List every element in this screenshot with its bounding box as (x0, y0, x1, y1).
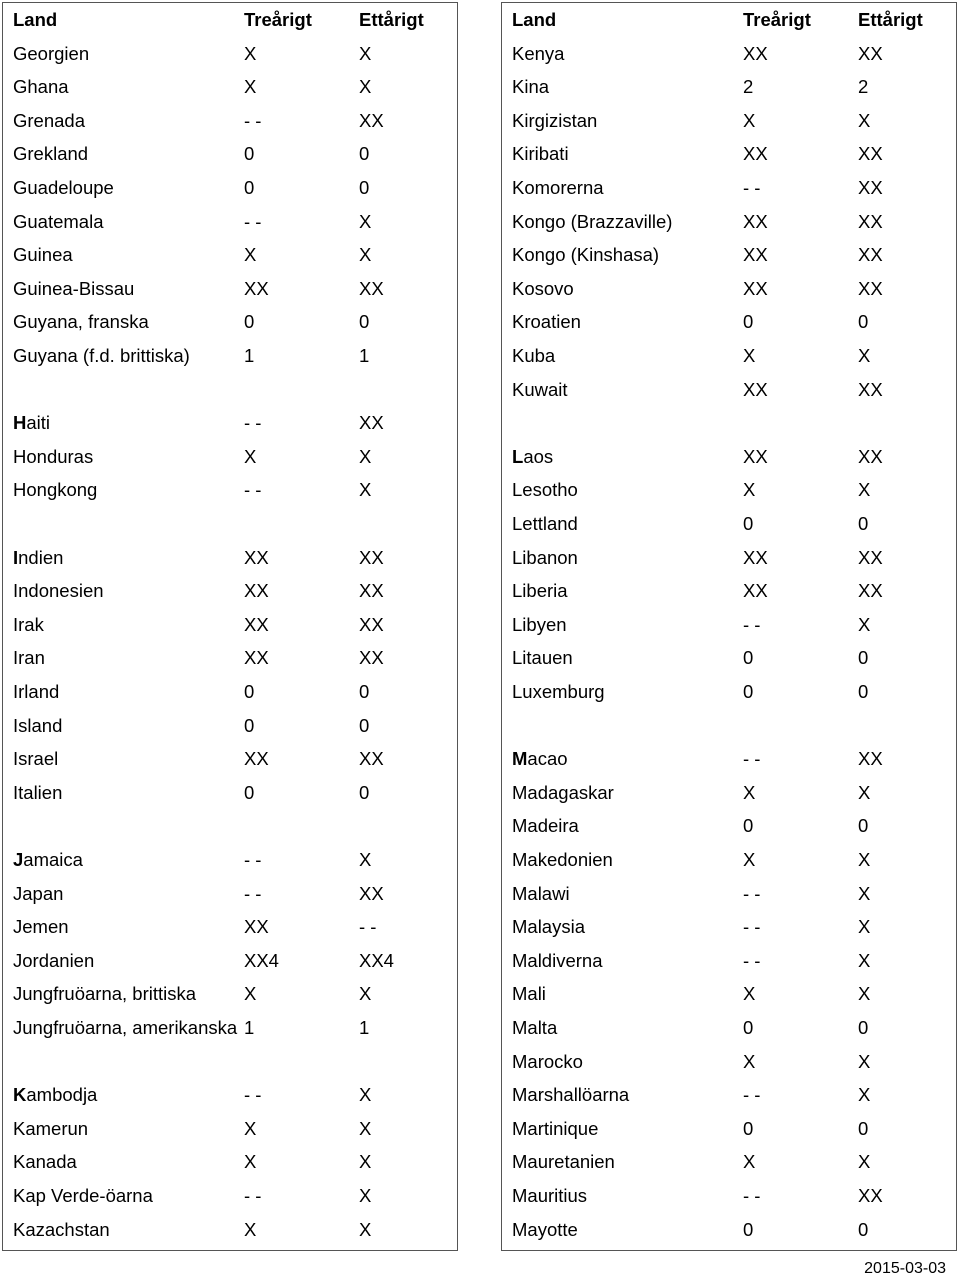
trearigt-cell: 0 (743, 513, 754, 534)
ettarigt-cell: 0 (858, 647, 869, 669)
country-cell: Island (13, 714, 63, 736)
country-cell: Grekland (13, 143, 89, 165)
country-cell: Jemen (13, 916, 69, 938)
ettarigt-cell: 0 (858, 815, 869, 837)
table-row (3, 305, 457, 339)
ettarigt-cell: XX (858, 177, 883, 198)
ettarigt-cell: X (359, 210, 372, 232)
table-row (3, 1213, 457, 1247)
country-cell: Kazachstan (13, 1218, 110, 1240)
trearigt-cell: 0 (244, 714, 255, 736)
ettarigt-cell: XX (858, 1185, 883, 1206)
table-row (3, 1078, 457, 1112)
trearigt-cell: X (244, 42, 257, 64)
ettarigt-cell: X (359, 1151, 372, 1173)
trearigt-cell: XX (244, 647, 269, 669)
trearigt-cell: - - (743, 1185, 761, 1206)
ettarigt-cell: X (359, 1185, 372, 1206)
table-row (502, 1045, 956, 1079)
trearigt-cell: XX (743, 580, 768, 602)
table-row (502, 1011, 956, 1045)
trearigt-cell: X (743, 781, 756, 803)
country-cell: Ghana (13, 76, 69, 98)
country-cell: Italien (13, 781, 63, 803)
country-cell: Malaysia (512, 916, 585, 938)
country-cell: Macao (512, 748, 568, 770)
ettarigt-cell: 0 (858, 1218, 869, 1240)
trearigt-cell: - - (244, 1084, 262, 1106)
table-row (502, 809, 956, 843)
trearigt-cell: XX (244, 748, 269, 770)
ettarigt-cell: X (359, 445, 372, 467)
country-cell: Kroatien (512, 311, 581, 333)
trearigt-cell: X (743, 983, 756, 1005)
left-table (2, 2, 458, 1251)
table-row (3, 339, 457, 373)
trearigt-cell: - - (244, 882, 262, 904)
ettarigt-cell: 0 (858, 1017, 869, 1038)
table-row (3, 70, 457, 104)
trearigt-cell: X (743, 849, 756, 870)
country-cell: Jamaica (13, 849, 83, 870)
table-row (502, 137, 956, 171)
country-cell: Kirgizistan (512, 109, 598, 131)
table-row (502, 272, 956, 306)
ettarigt-cell: X (359, 983, 372, 1005)
trearigt-cell: X (743, 1151, 756, 1173)
table-row (3, 406, 457, 440)
table-row (3, 37, 457, 71)
country-cell: Laos (512, 445, 554, 467)
table-row (3, 709, 457, 743)
ettarigt-cell: XX (359, 109, 384, 131)
country-cell: Iran (13, 647, 45, 669)
ettarigt-cell: 0 (858, 1117, 869, 1139)
country-cell: Kuwait (512, 378, 568, 400)
trearigt-cell: XX (743, 42, 768, 64)
ettarigt-cell: XX (858, 244, 883, 266)
ettarigt-cell: X (359, 42, 372, 64)
trearigt-cell: - - (743, 177, 761, 198)
trearigt-cell: XX (743, 210, 768, 232)
country-cell: Kambodja (13, 1084, 98, 1106)
table-row (502, 541, 956, 575)
ettarigt-cell: X (858, 1151, 871, 1173)
country-cell: Kongo (Kinshasa) (512, 244, 660, 266)
trearigt-cell: - - (244, 479, 262, 501)
ettarigt-cell: 1 (359, 345, 370, 366)
table-row (502, 843, 956, 877)
trearigt-cell: 0 (743, 681, 754, 702)
trearigt-cell: - - (743, 949, 761, 971)
table-row (502, 944, 956, 978)
trearigt-cell: XX (244, 580, 269, 602)
header-land: Land (13, 9, 58, 30)
table-row (3, 440, 457, 474)
right-table (501, 2, 957, 1251)
country-cell: Lettland (512, 513, 578, 534)
header-ettarigt: Ettårigt (858, 9, 923, 30)
table-row (502, 37, 956, 71)
table-row (3, 742, 457, 776)
trearigt-cell: XX (743, 546, 768, 568)
trearigt-cell: XX4 (244, 949, 279, 971)
ettarigt-cell: X (359, 1084, 372, 1106)
country-cell: Kongo (Brazzaville) (512, 210, 673, 232)
ettarigt-cell: XX (858, 445, 883, 467)
country-cell: Jordanien (13, 949, 95, 971)
trearigt-cell: XX (244, 916, 269, 938)
ettarigt-cell: X (858, 949, 871, 971)
table-row (502, 205, 956, 239)
table-row (502, 70, 956, 104)
ettarigt-cell: X (858, 882, 871, 904)
ettarigt-cell: X (858, 1050, 871, 1072)
table-row (502, 1145, 956, 1179)
country-cell: Guinea (13, 244, 73, 266)
table-row (502, 440, 956, 474)
ettarigt-cell: XX (858, 748, 883, 770)
trearigt-cell: 0 (244, 681, 255, 702)
table-row (502, 1179, 956, 1213)
trearigt-cell: - - (743, 1084, 761, 1106)
table-row (502, 742, 956, 776)
ettarigt-cell: X (359, 479, 372, 501)
trearigt-cell: XX (743, 378, 768, 400)
table-row (502, 675, 956, 709)
country-cell: Irland (13, 681, 60, 702)
ettarigt-cell: XX (359, 882, 384, 904)
header-trearigt: Treårigt (244, 9, 312, 30)
table-row (3, 1112, 457, 1146)
country-cell: Lesotho (512, 479, 578, 501)
trearigt-cell: X (743, 479, 756, 501)
country-cell: Grenada (13, 109, 85, 131)
country-cell: Kamerun (13, 1117, 89, 1139)
table-row (3, 1179, 457, 1213)
trearigt-cell: 0 (244, 781, 255, 803)
trearigt-cell: 0 (743, 647, 754, 669)
table-row (3, 171, 457, 205)
ettarigt-cell: XX (858, 546, 883, 568)
country-cell: Maldiverna (512, 949, 603, 971)
trearigt-cell: X (244, 76, 257, 98)
ettarigt-cell: X (858, 479, 871, 501)
ettarigt-cell: 0 (359, 781, 370, 803)
trearigt-cell: - - (743, 882, 761, 904)
country-cell: Kiribati (512, 143, 569, 165)
trearigt-cell: X (244, 983, 257, 1005)
country-cell: Libanon (512, 546, 578, 568)
country-cell: Indien (13, 546, 64, 568)
trearigt-cell: 0 (743, 1218, 754, 1240)
ettarigt-cell: X (858, 613, 871, 635)
ettarigt-cell: 0 (858, 311, 869, 333)
country-cell: Indonesien (13, 580, 104, 602)
ettarigt-cell: XX (359, 613, 384, 635)
table-row (502, 574, 956, 608)
table-row (502, 171, 956, 205)
table-row (502, 1112, 956, 1146)
table-row (3, 641, 457, 675)
trearigt-cell: X (244, 244, 257, 266)
table-row (3, 137, 457, 171)
ettarigt-cell: X (359, 849, 372, 870)
trearigt-cell: 1 (244, 345, 255, 366)
ettarigt-cell: XX4 (359, 949, 394, 971)
country-cell: Guadeloupe (13, 177, 114, 198)
ettarigt-cell: XX (359, 748, 384, 770)
header-trearigt: Treårigt (743, 9, 811, 30)
trearigt-cell: X (743, 109, 756, 131)
trearigt-cell: XX (743, 143, 768, 165)
trearigt-cell: - - (244, 1185, 262, 1206)
ettarigt-cell: X (858, 916, 871, 938)
ettarigt-cell: 0 (359, 311, 370, 333)
ettarigt-cell: X (858, 345, 871, 366)
country-cell: Guyana (f.d. brittiska) (13, 345, 190, 366)
ettarigt-cell: XX (359, 580, 384, 602)
trearigt-cell: - - (244, 210, 262, 232)
country-cell: Madeira (512, 815, 579, 837)
trearigt-cell: XX (743, 244, 768, 266)
table-row (3, 608, 457, 642)
ettarigt-cell: X (359, 76, 372, 98)
trearigt-cell: X (743, 345, 756, 366)
table-row (3, 910, 457, 944)
ettarigt-cell: 0 (359, 714, 370, 736)
ettarigt-cell: XX (359, 546, 384, 568)
table-row (3, 473, 457, 507)
table-row (3, 205, 457, 239)
country-cell: Marocko (512, 1050, 583, 1072)
table-header (3, 3, 457, 37)
ettarigt-cell: X (858, 849, 871, 870)
ettarigt-cell: X (858, 781, 871, 803)
header-land: Land (512, 9, 557, 30)
ettarigt-cell: X (359, 1117, 372, 1139)
table-row (3, 944, 457, 978)
ettarigt-cell: 2 (858, 76, 869, 98)
ettarigt-cell: XX (858, 277, 883, 299)
country-cell: Guatemala (13, 210, 104, 232)
ettarigt-cell: X (359, 1218, 372, 1240)
table-row (502, 104, 956, 138)
trearigt-cell: XX (743, 277, 768, 299)
table-row (502, 305, 956, 339)
trearigt-cell: 0 (743, 1117, 754, 1139)
ettarigt-cell: 0 (858, 681, 869, 702)
country-cell: Guinea-Bissau (13, 277, 135, 299)
ettarigt-cell: X (858, 1084, 871, 1106)
table-row (502, 1213, 956, 1247)
table-row (3, 104, 457, 138)
country-cell: Marshallöarna (512, 1084, 630, 1106)
ettarigt-cell: - - (359, 916, 377, 938)
table-row (502, 608, 956, 642)
country-cell: Luxemburg (512, 681, 605, 702)
table-row (502, 373, 956, 407)
trearigt-cell: 1 (244, 1017, 255, 1038)
country-cell: Kap Verde-öarna (13, 1185, 153, 1206)
trearigt-cell: - - (743, 748, 761, 770)
page-date: 2015-03-03 (864, 1260, 946, 1277)
country-cell: Malta (512, 1017, 558, 1038)
country-cell: Madagaskar (512, 781, 614, 803)
trearigt-cell: - - (244, 412, 262, 434)
country-cell: Hongkong (13, 479, 98, 501)
country-cell: Irak (13, 613, 44, 635)
country-cell: Israel (13, 748, 59, 770)
ettarigt-cell: 0 (359, 681, 370, 702)
table-row (3, 877, 457, 911)
trearigt-cell: 2 (743, 76, 754, 98)
country-cell: Mali (512, 983, 546, 1005)
country-cell: Mauretanien (512, 1151, 615, 1173)
trearigt-cell: 0 (244, 177, 255, 198)
country-cell: Liberia (512, 580, 568, 602)
trearigt-cell: 0 (743, 815, 754, 837)
country-cell: Jungfruöarna, amerikanska (13, 1017, 238, 1038)
ettarigt-cell: 0 (359, 143, 370, 165)
trearigt-cell: X (244, 1151, 257, 1173)
trearigt-cell: XX (244, 546, 269, 568)
header-ettarigt: Ettårigt (359, 9, 424, 30)
trearigt-cell: X (743, 1050, 756, 1072)
ettarigt-cell: 0 (359, 177, 370, 198)
trearigt-cell: X (244, 1117, 257, 1139)
ettarigt-cell: 1 (359, 1017, 370, 1038)
country-cell: Makedonien (512, 849, 613, 870)
ettarigt-cell: XX (858, 210, 883, 232)
table-row (3, 977, 457, 1011)
trearigt-cell: 0 (244, 143, 255, 165)
country-cell: Jungfruöarna, brittiska (13, 983, 197, 1005)
table-header (502, 3, 956, 37)
country-cell: Komorerna (512, 177, 604, 198)
country-cell: Kenya (512, 42, 565, 64)
trearigt-cell: - - (743, 916, 761, 938)
country-cell: Kanada (13, 1151, 77, 1173)
country-cell: Mayotte (512, 1218, 578, 1240)
country-cell: Libyen (512, 613, 567, 635)
table-row (502, 977, 956, 1011)
ettarigt-cell: XX (858, 143, 883, 165)
table-row (3, 843, 457, 877)
ettarigt-cell: XX (359, 277, 384, 299)
ettarigt-cell: X (359, 244, 372, 266)
trearigt-cell: X (244, 1218, 257, 1240)
table-row (3, 1145, 457, 1179)
country-cell: Malawi (512, 882, 570, 904)
table-row (3, 541, 457, 575)
ettarigt-cell: XX (858, 378, 883, 400)
country-cell: Mauritius (512, 1185, 588, 1206)
country-cell: Japan (13, 882, 64, 904)
ettarigt-cell: XX (858, 42, 883, 64)
trearigt-cell: 0 (743, 311, 754, 333)
trearigt-cell: 0 (244, 311, 255, 333)
table-row (3, 1011, 457, 1045)
table-row (502, 1078, 956, 1112)
trearigt-cell: XX (244, 277, 269, 299)
country-cell: Kina (512, 76, 550, 98)
table-row (3, 272, 457, 306)
country-cell: Guyana, franska (13, 311, 149, 333)
ettarigt-cell: 0 (858, 513, 869, 534)
table-row (502, 910, 956, 944)
table-row (502, 877, 956, 911)
country-cell: Litauen (512, 647, 573, 669)
ettarigt-cell: XX (858, 580, 883, 602)
ettarigt-cell: XX (359, 647, 384, 669)
country-cell: Georgien (13, 42, 90, 64)
ettarigt-cell: X (858, 109, 871, 131)
trearigt-cell: 0 (743, 1017, 754, 1038)
table-row (502, 339, 956, 373)
table-row (502, 238, 956, 272)
trearigt-cell: - - (743, 613, 761, 635)
trearigt-cell: - - (244, 849, 262, 870)
table-row (3, 675, 457, 709)
table-row (502, 507, 956, 541)
country-cell: Haiti (13, 412, 51, 434)
country-cell: Kuba (512, 345, 556, 366)
trearigt-cell: XX (743, 445, 768, 467)
table-row (3, 574, 457, 608)
table-row (502, 641, 956, 675)
country-cell: Honduras (13, 445, 94, 467)
trearigt-cell: - - (244, 109, 262, 131)
trearigt-cell: X (244, 445, 257, 467)
ettarigt-cell: X (858, 983, 871, 1005)
ettarigt-cell: XX (359, 412, 384, 434)
table-row (502, 473, 956, 507)
country-cell: Kosovo (512, 277, 574, 299)
trearigt-cell: XX (244, 613, 269, 635)
country-cell: Martinique (512, 1117, 599, 1139)
table-row (3, 776, 457, 810)
table-row (502, 776, 956, 810)
table-row (3, 238, 457, 272)
